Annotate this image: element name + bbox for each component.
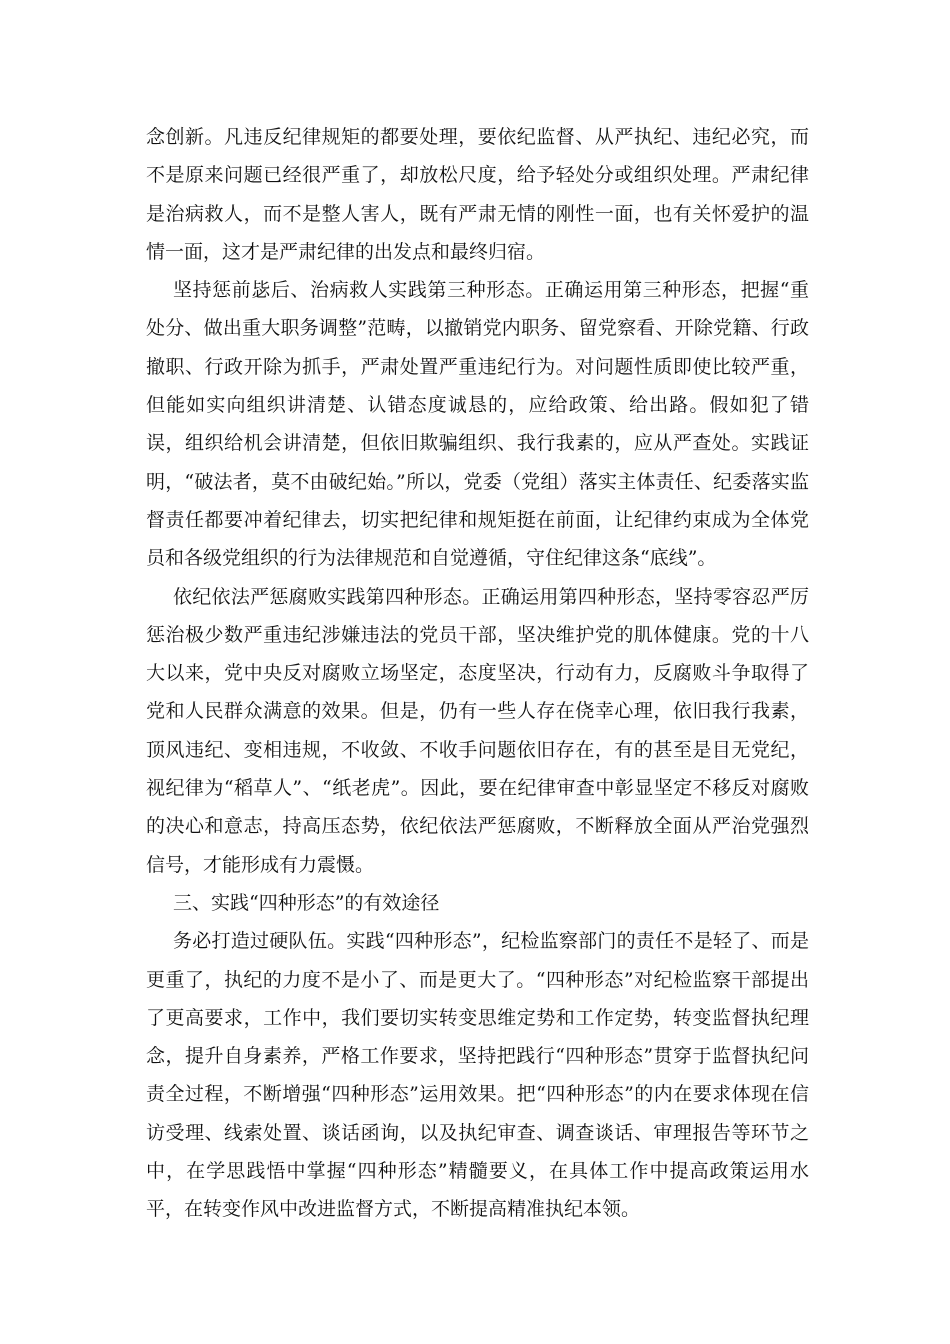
section-heading: 三、实践“四种形态”的有效途径 <box>173 891 440 914</box>
paragraph-team-building: 务必打造过硬队伍。实践“四种形态”，纪检监察部门的责任不是轻了、而是更重了，执纪的力度不是小了、而是更大了。“四种形态”对纪检监察干部提出了更高要求，工作中，我们要切实转变思维定势和工作定势，转变监督执纪理念，提升自身素养，严格工作要求，坚持把践行“四种形态”贯穿于监督执纪问责全过程，不断增强“四种形态”运用效果。把“四种形态”的内在要求体现在信访受理、线索处置、谈话函询，以及执纪审查、调查谈话、审理报告等环节之中，在学思践悟中掌握“四种形态”精髓要义，在具体工作中提高政策运用水平，在转变作风中改进监督方式，不断提高精准执纪本领。 <box>146 930 809 1221</box>
paragraph-fourth-form: 依纪依法严惩腐败实践第四种形态。正确运用第四种形态，坚持零容忍严厉惩治极少数严重违纪涉嫌违法的党员干部，坚决维护党的肌体健康。党的十八大以来，党中央反对腐败立场坚定，态度坚决，行动有力，反腐败斗争取得了党和人民群众满意的效果。但是，仍有一些人存在侥幸心理，依旧我行我素，顶风违纪、变相违规，不收敛、不收手问题依旧存在，有的甚至是目无党纪，视纪律为“稻草人”、“纸老虎”。因此，要在纪律审查中彰显坚定不移反对腐败的决心和意志，持高压态势，依纪依法严惩腐败，不断释放全面从严治党强烈信号，才能形成有力震慑。 <box>146 585 809 876</box>
paragraph-third-form: 坚持惩前毖后、治病救人实践第三种形态。正确运用第三种形态，把握“重处分、做出重大职务调整”范畴，以撤销党内职务、留党察看、开除党籍、行政撤职、行政开除为抓手，严肃处置严重违纪行为。对问题性质即使比较严重，但能如实向组织讲清楚、认错态度诚恳的，应给政策、给出路。假如犯了错误，组织给机会讲清楚，但依旧欺骗组织、我行我素的，应从严查处。实践证明，“破法者，莫不由破纪始。”所以，党委（党组）落实主体责任、纪委落实监督责任都要冲着纪律去，切实把纪律和规矩挺在前面，让纪律约束成为全体党员和各级党组织的行为法律规范和自觉遵循，守住纪律这条“底线”。 <box>146 279 809 570</box>
document-body <box>146 118 809 1229</box>
paragraph-continuation: 念创新。凡违反纪律规矩的都要处理，要依纪监督、从严执纪、违纪必究，而不是原来问题已经很严重了，却放松尺度，给予轻处分或组织处理。严肃纪律是治病救人，而不是整人害人，既有严肃无情的刚性一面，也有关怀爱护的温情一面，这才是严肃纪律的出发点和最终归宿。 <box>146 126 809 263</box>
